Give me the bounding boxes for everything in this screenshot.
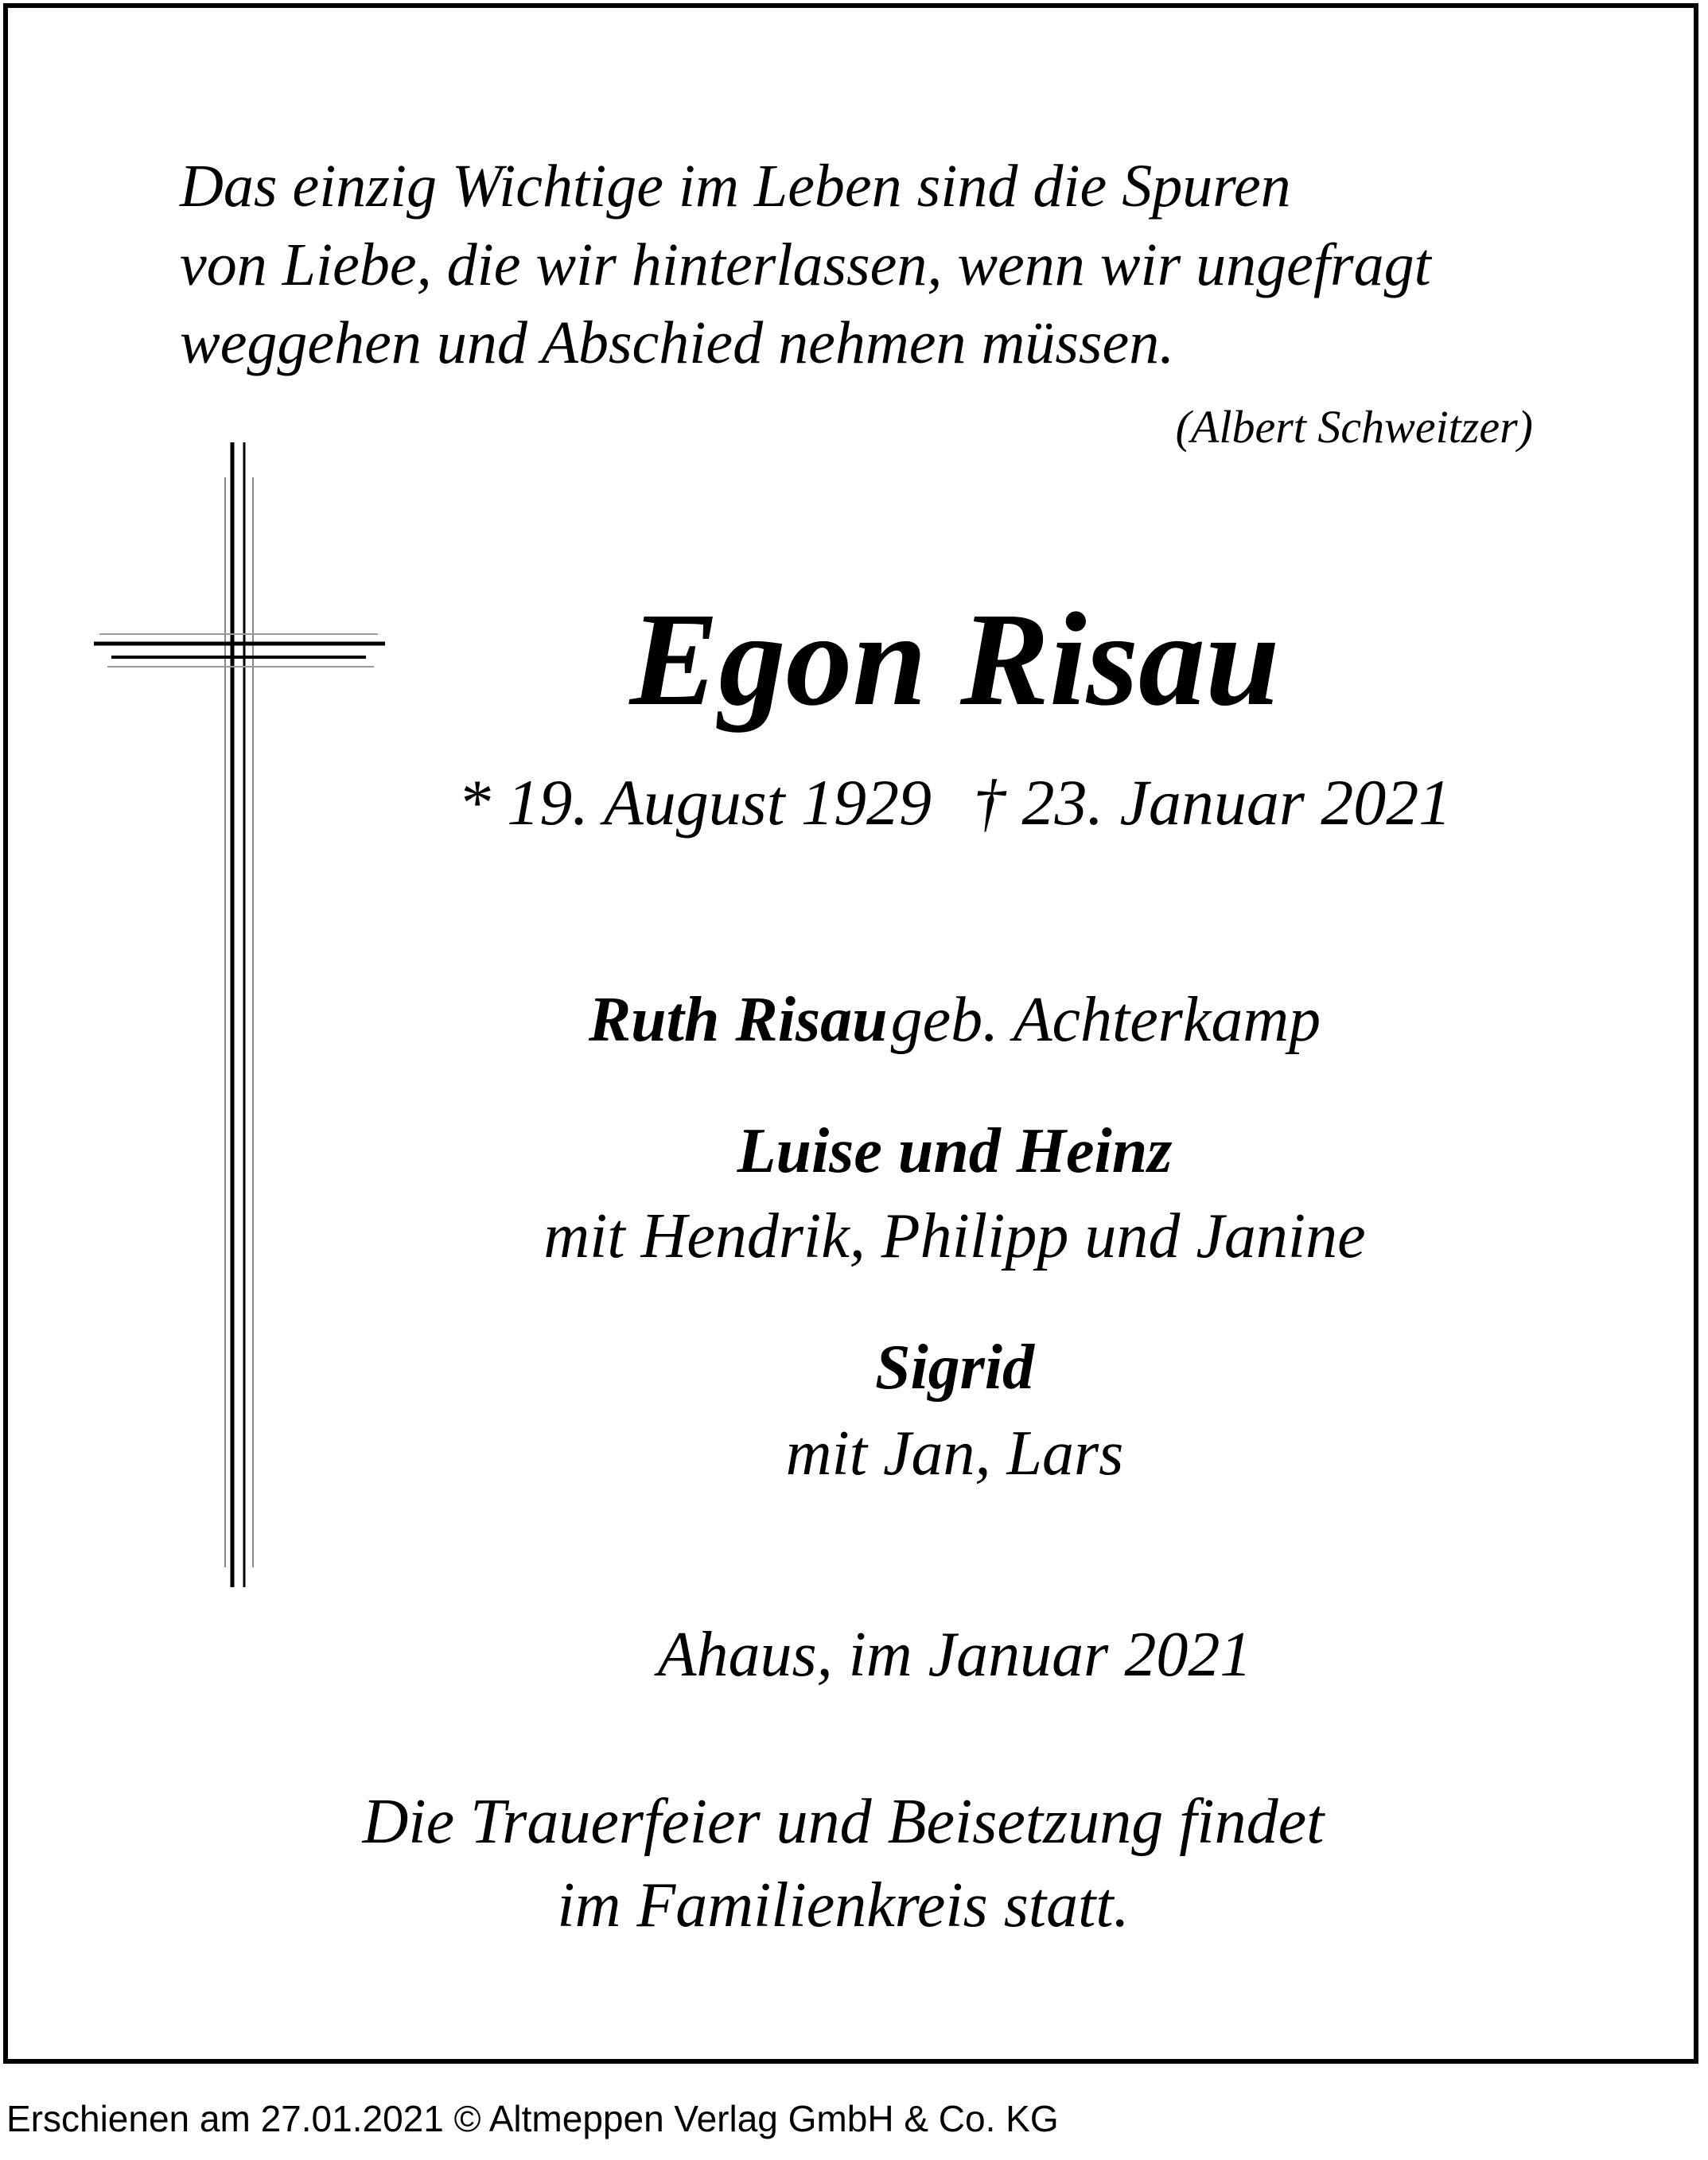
- quote-line-1: Das einzig Wichtige im Leben sind die Spuren: [180, 153, 1291, 220]
- quote-author: (Albert Schweitzer): [1175, 401, 1533, 453]
- funeral-notice-line-2: im Familienkreis statt.: [557, 1870, 1130, 1940]
- place-date: Ahaus, im Januar 2021: [657, 1620, 1252, 1690]
- deceased-name: Egon Risau: [629, 586, 1280, 734]
- double-line-cross-icon: [0, 0, 477, 1671]
- life-dates: [318, 766, 1591, 839]
- birth-date: * 19. August 1929: [457, 766, 932, 839]
- spouse-maiden-name: geb. Achterkamp: [890, 985, 1321, 1055]
- mourner-family1-names: Luise und Heinz: [737, 1116, 1173, 1186]
- mourner-spouse: [318, 985, 1591, 1055]
- death-date: † 23. Januar 2021: [973, 766, 1452, 839]
- publication-footer: Erschienen am 27.01.2021 © Altmeppen Verlag GmbH & Co. KG: [6, 2098, 1059, 2139]
- spouse-name: Ruth Risau: [588, 985, 888, 1055]
- mourner-family2-children: mit Jan, Lars: [785, 1419, 1124, 1489]
- mourner-family1-children: mit Hendrik, Philipp und Janine: [543, 1201, 1366, 1271]
- mourner-family2-name: Sigrid: [874, 1333, 1035, 1403]
- quote-line-2: von Liebe, die wir hinterlassen, wenn wir ungefragt: [180, 232, 1431, 298]
- quote-line-3: weggehen und Abschied nehmen müssen.: [180, 309, 1175, 376]
- funeral-notice-line-1: Die Trauerfeier und Beisetzung findet: [362, 1787, 1325, 1857]
